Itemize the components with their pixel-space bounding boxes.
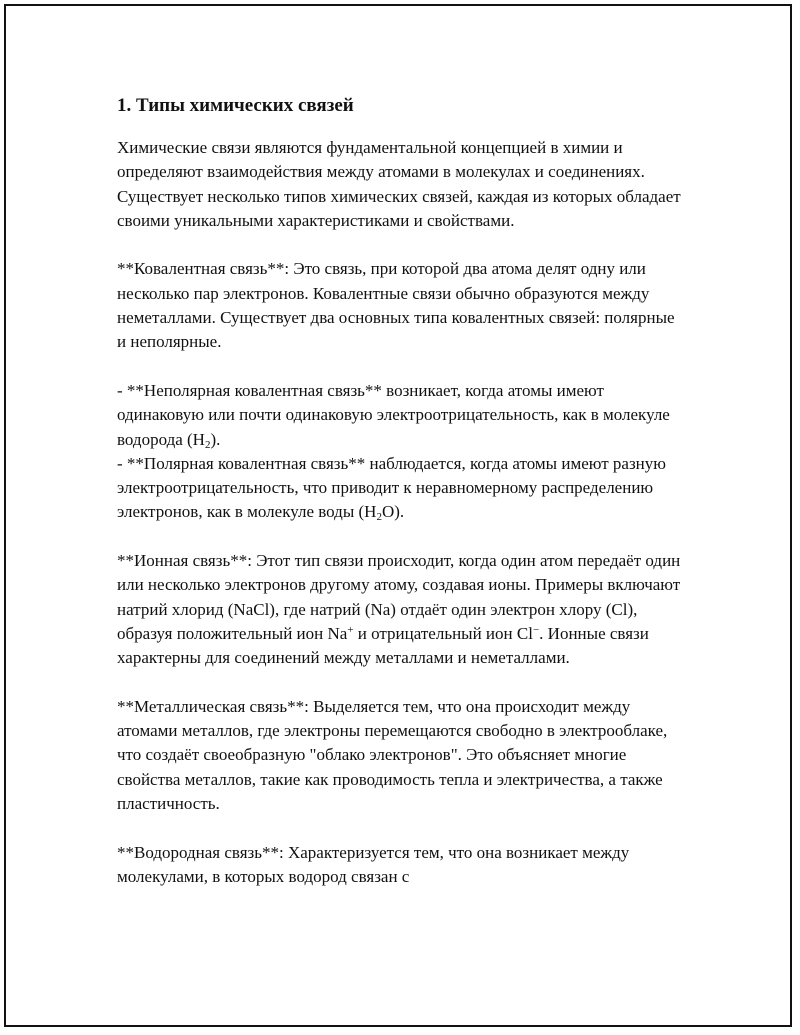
metallic-paragraph: **Металлическая связь**: Выделяется тем, что она происходит между атомами металлов, где электроны перемещаются свободно в электрооблаке, что создаёт своеобразную "облако электронов". Это объясняет многие свойства металлов, такие как проводимость тепла и электричества, а также пластичность. [117,696,668,814]
nonpolar-text: - **Неполярная ковалентная связь** возникает, когда атомы имеют одинаковую или почти одинаковую электроотрицательность, как в молекуле водорода (H [117,380,670,449]
ionic-text-3: . Ионные связи характерны для соединений между металлами и неметаллами. [117,623,649,668]
ionic-text-2: и отрицательный ион Cl [353,623,533,643]
nonpolar-subscript: 2 [204,438,211,451]
document-body [117,92,687,889]
polar-text: - **Полярная ковалентная связь** наблюдается, когда атомы имеют разную электроотрицательность, что приводит к неравномерному распределению электронов, как в молекуле воды (H [117,453,666,522]
ionic-superscript-plus: + [347,623,354,636]
section-title: 1. Типы химических связей [117,95,354,116]
ionic-superscript-minus: − [532,623,540,636]
polar-paragraph [117,452,687,525]
ionic-text-1: **Ионная связь**: Этот тип связи происходит, когда один атом передаёт один или несколько электронов другому атому, создавая ионы. Примеры включают натрий хлорид (NaCl), где натрий (Na) отдаёт один электрон хлору (Cl), образуя положительный ион Na [117,551,681,643]
hydrogen-paragraph: **Водородная связь**: Характеризуется тем, что она возникает между молекулами, в которых водород связан с [117,842,630,886]
intro-paragraph: Химические связи являются фундаментальной концепцией в химии и определяют взаимодействия между атомами в молекулах и соединениях. Существует несколько типов химических связей, каждая из которых обладает своими уникальными характеристиками и свойствами. [117,138,681,230]
polar-end: O). [381,502,405,522]
covalent-paragraph: **Ковалентная связь**: Это связь, при которой два атома делят одну или несколько пар электронов. Ковалентные связи обычно образуются между неметаллами. Существует два основных типа ковалентных связей: полярные и неполярные. [117,259,675,352]
polar-subscript: 2 [376,511,382,524]
nonpolar-end: ). [210,429,221,449]
nonpolar-paragraph [117,379,687,452]
ionic-paragraph [117,549,687,670]
